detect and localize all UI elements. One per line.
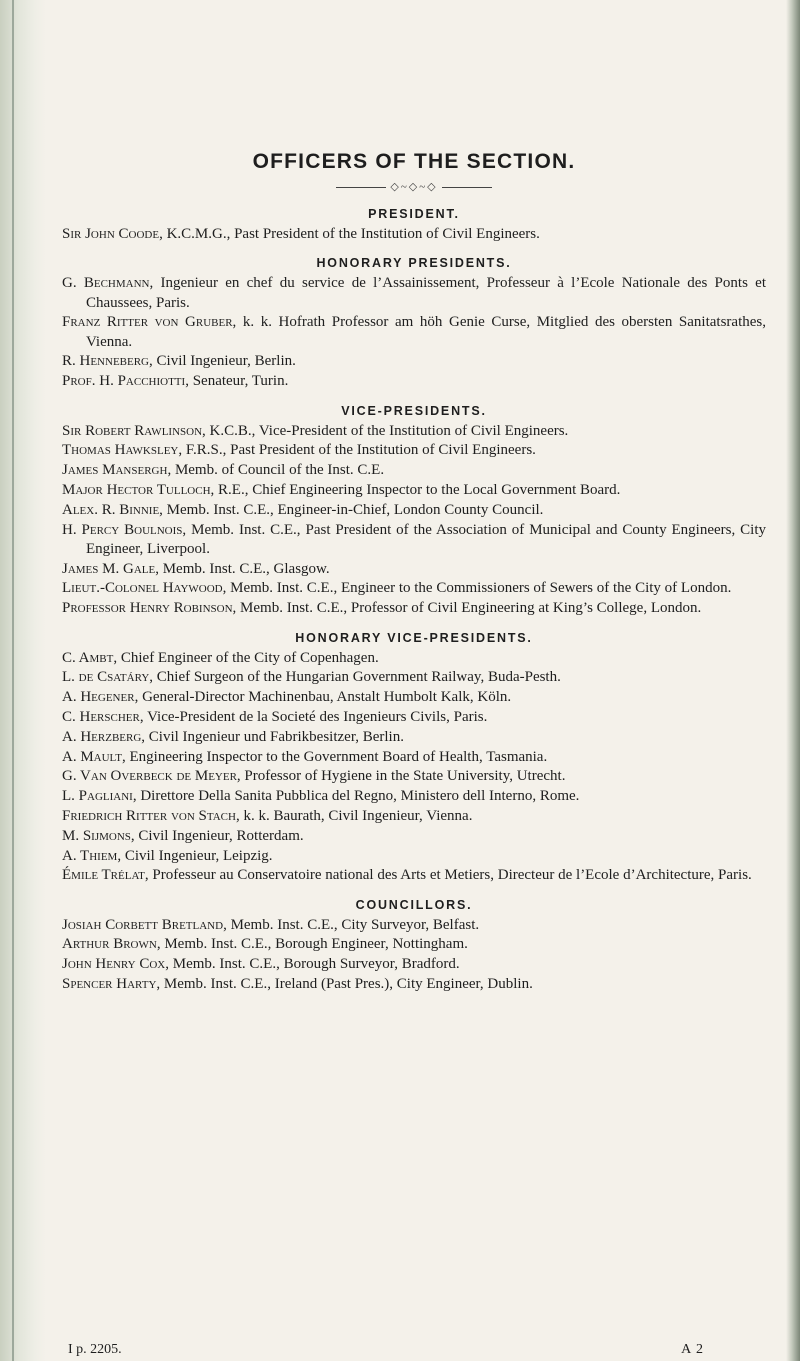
officer-section	[62, 898, 766, 995]
officer-entry	[62, 501, 766, 520]
officer-list	[62, 916, 766, 995]
officer-description: , Professor of Hygiene in the State University, Utrecht.	[236, 768, 566, 785]
officer-name: Sir John Coode	[62, 226, 160, 242]
officer-entry	[62, 481, 766, 500]
section-heading: PRESIDENT.	[368, 207, 460, 221]
page-footer	[62, 1342, 766, 1358]
officer-name: A. Hegener	[62, 689, 135, 706]
officer-entry	[62, 975, 766, 994]
section-heading: COUNCILLORS.	[355, 897, 473, 912]
officer-section	[62, 256, 766, 391]
officer-entry	[62, 955, 766, 974]
officer-entry	[62, 916, 766, 935]
officer-entry	[62, 767, 766, 786]
officer-description: , F.R.S., Past President of the Institution of Civil Engineers.	[178, 442, 536, 459]
officer-entry	[62, 599, 766, 618]
section-heading: HONORARY PRESIDENTS.	[316, 256, 512, 271]
officer-entry	[62, 441, 766, 460]
officer-entry	[62, 866, 766, 885]
officer-name: Alex. R. Binnie	[62, 501, 160, 518]
officer-description: , R.E., Chief Engineering Inspector to the Local Government Board.	[210, 481, 621, 498]
officer-entry	[62, 372, 766, 391]
officer-description: , Memb. Inst. C.E., Engineer-in-Chief, London County Council.	[159, 501, 544, 518]
officer-name: James Mansergh	[62, 462, 168, 479]
officer-name: Franz Ritter von Gruber	[62, 314, 233, 331]
officer-name: C. Herscher	[62, 708, 140, 725]
officer-entry	[62, 935, 766, 954]
officer-name: A. Mault	[62, 748, 122, 765]
officer-description: , Civil Ingenieur, Leipzig.	[117, 847, 273, 864]
officer-entry	[62, 461, 766, 480]
officer-description: , Chief Engineer of the City of Copenhagen.	[113, 649, 379, 666]
officer-description: , Civil Ingenieur, Berlin.	[149, 353, 296, 370]
officer-name: Émile Trélat	[62, 867, 145, 884]
officer-name: L. Pagliani	[62, 788, 133, 805]
title-ornament: ◇~◇~◇	[62, 180, 766, 193]
officer-entry	[62, 847, 766, 866]
officer-description: , Memb. Inst. C.E., Ireland (Past Pres.), City Engineer, Dublin.	[156, 976, 533, 992]
officer-section	[62, 207, 766, 244]
officer-name: Professor Henry Robinson	[62, 600, 233, 617]
officer-entry	[62, 225, 766, 244]
officer-name: R. Henneberg	[62, 353, 150, 370]
officer-entry	[62, 668, 766, 687]
officer-description: , K.C.B., Vice-President of the Institution of Civil Engineers.	[202, 422, 569, 439]
page-title: OFFICERS OF THE SECTION.	[252, 150, 576, 173]
officer-description: , Memb. Inst. C.E., Engineer to the Commissioners of Sewers of the City of London.	[222, 580, 732, 597]
officer-name: John Henry Cox	[62, 956, 166, 973]
officer-description: , Chief Surgeon of the Hungarian Government Railway, Buda-Pesth.	[149, 669, 561, 686]
officer-description: , Vice-President de la Societé des Ingenieurs Civils, Paris.	[139, 708, 488, 725]
officer-name: M. Sijmons	[62, 827, 131, 844]
officer-entry	[62, 422, 766, 441]
officer-description: , Memb. Inst. C.E., Borough Engineer, Nottingham.	[156, 936, 468, 953]
officer-name: Spencer Harty	[62, 976, 157, 992]
officer-section	[62, 631, 766, 886]
officer-description: , Memb. Inst. C.E., Borough Surveyor, Bradford.	[165, 956, 460, 973]
officer-name: Friedrich Ritter von Stach	[62, 807, 236, 824]
officer-description: , k. k. Hofrath Professor am höh Genie Curse, Mitglied des obersten Sanitatsrathes, Vienna.	[86, 314, 766, 350]
section-heading: VICE-PRESIDENTS.	[341, 403, 487, 418]
officer-name: A. Thiem	[62, 847, 118, 864]
officer-list	[62, 225, 766, 244]
officer-description: , Civil Ingenieur und Fabrikbesitzer, Berlin.	[141, 728, 404, 745]
officer-description: , k. k. Baurath, Civil Ingenieur, Vienna.	[235, 807, 473, 824]
officer-name: G. Bechmann	[62, 275, 150, 292]
officer-entry	[62, 787, 766, 806]
officer-description: , Memb. Inst. C.E., Professor of Civil Engineering at King’s College, London.	[232, 600, 702, 617]
officer-list	[62, 649, 766, 886]
section-heading: HONORARY VICE-PRESIDENTS.	[295, 630, 533, 645]
officer-description: , Memb. of Council of the Inst. C.E.	[167, 462, 385, 479]
officer-entry	[62, 274, 766, 313]
officer-description: , Memb. Inst. C.E., Glasgow.	[155, 560, 330, 577]
officer-sections	[62, 207, 766, 994]
officer-description: , Engineering Inspector to the Government Board of Health, Tasmania.	[122, 748, 548, 765]
officer-name: Lieut.-Colonel Haywood	[62, 580, 223, 597]
page-binding-shadow	[0, 0, 46, 1361]
officer-description: , Professeur au Conservatoire national des Arts et Metiers, Directeur de l’Ecole d’Architecture, Paris.	[144, 867, 752, 884]
officer-entry	[62, 748, 766, 767]
officer-name: G. Van Overbeck de Meyer	[62, 768, 237, 785]
signature-mark: I p. 2205.	[68, 1342, 122, 1357]
officer-entry	[62, 649, 766, 668]
officer-entry	[62, 688, 766, 707]
officer-description: , Direttore Della Sanita Pubblica del Regno, Ministero dell Interno, Rome.	[132, 788, 580, 805]
officer-entry	[62, 352, 766, 371]
officer-entry	[62, 827, 766, 846]
officer-description: , Senateur, Turin.	[185, 373, 289, 390]
officer-name: A. Herzberg	[62, 728, 142, 745]
officer-name: Prof. H. Pacchiotti	[62, 373, 186, 390]
page-edge-shadow	[786, 0, 800, 1361]
officer-entry	[62, 708, 766, 727]
officer-entry	[62, 313, 766, 352]
officer-name: Thomas Hawksley	[62, 442, 179, 459]
officer-entry	[62, 560, 766, 579]
officer-name: L. de Csatáry	[62, 669, 150, 686]
officer-name: C. Ambt	[62, 649, 114, 666]
officer-entry	[62, 807, 766, 826]
officer-entry	[62, 728, 766, 747]
document-page	[62, 150, 766, 995]
officer-description: , Civil Ingenieur, Rotterdam.	[130, 827, 304, 844]
officer-entry	[62, 521, 766, 560]
binding-edge-line	[12, 0, 14, 1361]
officer-name: Major Hector Tulloch	[62, 481, 211, 498]
officer-name: Sir Robert Rawlinson	[62, 422, 203, 439]
officer-name: Josiah Corbett Bretland	[62, 916, 224, 933]
officer-name: Arthur Brown	[62, 936, 157, 953]
officer-list	[62, 274, 766, 391]
officer-entry	[62, 579, 766, 598]
officer-description: , K.C.M.G., Past President of the Institution of Civil Engineers.	[159, 226, 540, 242]
officer-description: , Memb. Inst. C.E., Past President of the Association of Municipal and County Engineers, City Engineer, Liverpool.	[86, 521, 767, 557]
officer-name: James M. Gale	[62, 560, 156, 577]
officer-description: , Memb. Inst. C.E., City Surveyor, Belfast.	[223, 916, 480, 933]
officer-list	[62, 422, 766, 619]
officer-section	[62, 404, 766, 619]
officer-description: , General-Director Machinenbau, Anstalt Humbolt Kalk, Köln.	[134, 689, 512, 706]
officer-description: , Ingenieur en chef du service de l’Assainissement, Professeur à l’Ecole Nationale des Ponts et Chaussees, Paris.	[86, 275, 766, 311]
page-number: A 2	[681, 1342, 704, 1357]
officer-name: H. Percy Boulnois	[62, 521, 183, 538]
